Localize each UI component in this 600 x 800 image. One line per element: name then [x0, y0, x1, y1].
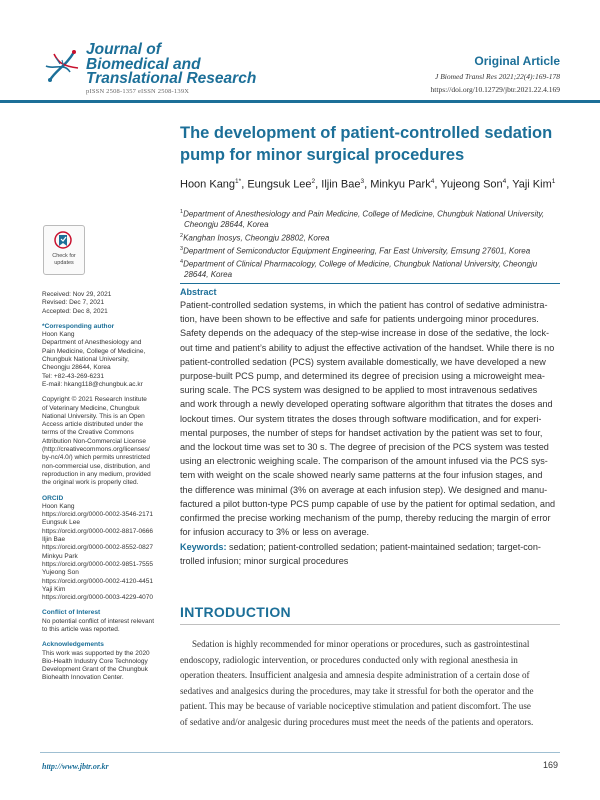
orcid-author: Eungsuk Lee — [42, 519, 80, 527]
ack-heading: Acknowledgements — [42, 641, 104, 649]
check-for-updates-label — [44, 253, 84, 266]
abstract-line: patient-controlled sedation (PCS) system available domestically, we have developed a new — [180, 356, 546, 367]
orcid-list — [42, 495, 164, 603]
intro-line: patient. This may be because of variable nociceptive stimulation and patient discomfort. The use — [180, 701, 531, 712]
keywords-label: Keywords: — [180, 542, 227, 552]
orcid-link[interactable]: https://orcid.org/0000-0002-8817-0666 — [42, 527, 153, 535]
affiliation-text: Kanghan Inosys, Cheongju 28802, Korea — [183, 233, 330, 243]
conflict-line: to this article was reported. — [42, 625, 120, 633]
keywords-line: trolled infusion; minor surgical procedures — [180, 556, 349, 567]
affiliation — [180, 231, 560, 244]
corresponding-line: Pain Medicine, College of Medicine, — [42, 347, 146, 355]
conflict-line: No potential conflict of interest relevant — [42, 617, 155, 625]
author-name: Eungsuk Lee — [247, 178, 312, 191]
intro-line: sedatives and analgesics during the procedures, may take it stressful for both the operator and the — [180, 685, 534, 696]
affiliation — [180, 207, 560, 220]
orcid-author: Minkyu Park — [42, 552, 78, 560]
corresponding-line: Chungbuk National University, — [42, 356, 129, 364]
ack-line: This work was supported by the 2020 — [42, 649, 150, 657]
abstract-line: suring scale. The PCS system was designed to be applied to most intravenous sedatives — [180, 385, 538, 396]
abstract-line: out time and patient’s ability to adjust the effective activation of the handset. While there is no — [180, 342, 555, 353]
cfu-line: updates — [54, 259, 74, 266]
corresponding-line: Hoon Kang — [42, 331, 75, 339]
orcid-link[interactable]: https://orcid.org/0000-0002-3546-2171 — [42, 511, 153, 519]
abstract-divider — [180, 283, 560, 284]
abstract-line: tem with weight on the scale showed nearly same patterns at the four infusion stages, and — [180, 470, 543, 481]
abstract-heading: Abstract — [180, 287, 217, 297]
orcid-heading: ORCID — [42, 494, 64, 502]
orcid-link[interactable]: https://orcid.org/0000-0002-9851-7555 — [42, 560, 153, 568]
author-sup: 2 — [311, 178, 316, 185]
abstract-line: confirmed the precise working mechanism of the pump, thereby reducing the margin of error — [180, 513, 551, 524]
author-name: Hoon Kang — [180, 178, 236, 191]
orcid-link[interactable]: https://orcid.org/0000-0002-4120-4451 — [42, 577, 153, 585]
copyright-line: terms of the Creative Commons — [42, 429, 134, 437]
abstract-line: the difference was minimal (3% on average at each infusion step). We designed and manu- — [180, 484, 548, 495]
acknowledgements — [42, 641, 164, 682]
issn: pISSN 2508-1357 eISSN 2508-139X — [86, 88, 190, 95]
copyright-line: non-commercial use, distribution, and — [42, 462, 151, 470]
author-list: Hoon Kang$^{1*}$, Eungsuk Lee$^2$, Iljin Bae$^3$, Minkyu Park$^4$, Yujeong Son$^4$, Yaji Kim$^1$ — [180, 178, 556, 191]
cfu-line: Check for — [52, 253, 76, 259]
corresponding-email[interactable]: E-mail: hkang118@chungbuk.ac.kr — [42, 380, 143, 388]
author-name: Yaji Kim — [512, 178, 552, 191]
journal-website-link[interactable]: http://www.jbtr.or.kr — [42, 762, 109, 771]
journal-name-line: Translational Research — [86, 70, 257, 87]
author-sup: 1* — [235, 178, 242, 185]
orcid-author: Iljin Bae — [42, 536, 66, 544]
author-name: Yujeong Son — [440, 178, 503, 191]
keywords — [180, 540, 560, 568]
orcid-link[interactable]: https://orcid.org/0000-0003-4229-4070 — [42, 594, 153, 602]
affiliation-cont: Cheongju 28644, Korea — [184, 220, 269, 230]
introduction-heading: INTRODUCTION — [180, 604, 291, 620]
affiliation — [180, 244, 560, 257]
corresponding-line: Cheongju 28644, Korea — [42, 364, 111, 372]
bookmark-icon — [54, 231, 72, 251]
ack-line: Development Grant of the Chungbuk — [42, 666, 148, 674]
abstract-line: and work through a newly developed operating software algorithm that titrates the doses and — [180, 399, 553, 410]
page-number: 169 — [542, 760, 558, 770]
date-received: Received: Nov 29, 2021 — [42, 291, 112, 298]
header-divider — [0, 100, 600, 103]
journal-logo-icon — [44, 44, 84, 86]
copyright-line: Copyright © 2021 Research Institute — [42, 396, 147, 404]
intro-line: operation theaters. Insufficient analgesia and amnesia despite administration of a certain dose of — [180, 670, 530, 681]
ack-line: Biohealth Innovation Center. — [42, 674, 124, 682]
corresponding-line: Tel: +82-43-269-6231 — [42, 372, 104, 380]
author-name: Minkyu Park — [370, 178, 431, 191]
author-name: Iljin Bae — [321, 178, 361, 191]
conflict-of-interest — [42, 609, 164, 634]
copyright-line: (http://creativecommons.org/licenses/ — [42, 446, 150, 454]
affiliation-text: Department of Clinical Pharmacology, College of Medicine, Chungbuk National University, Cheongju — [183, 259, 538, 269]
affiliation-text: Department of Anesthesiology and Pain Medicine, College of Medicine, Chungbuk National University, — [183, 209, 545, 219]
copyright-notice — [42, 396, 164, 487]
copyright-line: of Veterinary Medicine, Chungbuk — [42, 404, 140, 412]
intro-line: endoscopy, radiologic intervention, or procedures conducted only with regional anesthesia in — [180, 654, 518, 665]
author-sup: 4 — [430, 178, 435, 185]
corresponding-heading: *Corresponding author — [42, 322, 115, 330]
author-sup: 3 — [360, 178, 365, 185]
conflict-heading: Conflict of Interest — [42, 609, 101, 617]
affiliation — [180, 257, 560, 270]
copyright-line: Attribution Non-Commercial License — [42, 437, 147, 445]
footer-divider — [40, 752, 560, 753]
article-type: Original Article — [474, 54, 560, 68]
journal-name-line: Journal of — [86, 41, 161, 58]
citation: J Biomed Transl Res 2021;22(4):169-178 — [435, 72, 560, 81]
affiliation-cont: 28644, Korea — [184, 270, 233, 280]
orcid-link[interactable]: https://orcid.org/0000-0002-8552-0827 — [42, 544, 153, 552]
abstract-line: and the lockout time was set to 30 s. The degree of precision of the PCS system was tested — [180, 442, 549, 453]
doi-link[interactable]: https://doi.org/10.12729/jbtr.2021.22.4.169 — [430, 85, 560, 94]
article-info-sidebar — [42, 291, 164, 690]
article-dates — [42, 291, 164, 316]
author-sup: 1 — [551, 178, 556, 185]
abstract-line: tion, have been shown to be effective and safe for patients undergoing minor procedures. — [180, 314, 539, 325]
check-for-updates-badge[interactable] — [43, 225, 85, 275]
abstract-line: purpose-built PCS pump, and determined its degree of precision using a microweight mea- — [180, 371, 545, 382]
affiliation-sup: 3 — [180, 245, 184, 252]
copyright-line: National University. This is an Open — [42, 412, 145, 420]
journal-name — [86, 43, 286, 87]
ack-line: Bio-Health Industry Core Technology — [42, 657, 148, 665]
copyright-line: the original work is properly cited. — [42, 479, 139, 487]
abstract-body — [180, 298, 560, 539]
abstract-line: factured a pilot button-type PCS pump capable of use by the patient for optimal sedation, and — [180, 498, 556, 509]
date-revised: Revised: Dec 7, 2021 — [42, 299, 105, 307]
orcid-author: Hoon Kang — [42, 502, 75, 510]
intro-line: of sedative and/or analgesic during procedures must meet the needs of the patients and operators. — [180, 716, 534, 727]
article-title: The development of patient-controlled sedation pump for minor surgical procedures — [180, 124, 553, 164]
orcid-author: Yujeong Son — [42, 569, 79, 577]
corresponding-line: Department of Anesthesiology and — [42, 339, 142, 347]
affiliation-list — [180, 207, 560, 281]
affiliation-sup: 4 — [180, 258, 184, 265]
keywords-text: sedation; patient-controlled sedation; patient-maintained sedation; target-con- — [226, 542, 541, 552]
introduction-divider — [180, 624, 560, 625]
date-accepted: Accepted: Dec 8, 2021 — [42, 307, 108, 315]
abstract-line: for infusion accuracy to 3% or less on average. — [180, 527, 370, 538]
introduction-body — [180, 637, 560, 731]
copyright-line: Access article distributed under the — [42, 421, 144, 429]
author-sup: 4 — [502, 178, 507, 185]
keywords-line — [180, 540, 560, 554]
corresponding-author — [42, 323, 164, 389]
abstract-line: mental purposes, the number of steps for handset activation by the patient was set to four, — [180, 427, 543, 438]
abstract-line: lockout times. Our system titrates the doses through software modification, and for experi- — [180, 413, 542, 424]
abstract-line: Safety depends on the adequacy of the step-wise increase in dose of the sedative, the lock- — [180, 328, 550, 339]
abstract-line: Patient-controlled sedation systems, in which the patient has control of sedative administra- — [180, 300, 548, 310]
copyright-line: by-nc/4.0/) which permits unrestricted — [42, 454, 151, 462]
affiliation-text: Department of Semiconductor Equipment Engineering, Far East University, Emsung 27601, Korea — [183, 246, 531, 256]
copyright-line: reproduction in any medium, provided — [42, 470, 151, 478]
affiliation-sup: 1 — [180, 209, 184, 215]
intro-line: Sedation is highly recommended for minor operations or procedures, such as gastrointestinal — [192, 639, 530, 649]
affiliation-sup: 2 — [180, 232, 184, 239]
journal-name-line: Biomedical and — [86, 55, 201, 73]
abstract-line: using an electronic weighing scale. The comparison of the amount infused via the PCS sys- — [180, 456, 548, 467]
orcid-author: Yaji Kim — [42, 585, 66, 593]
